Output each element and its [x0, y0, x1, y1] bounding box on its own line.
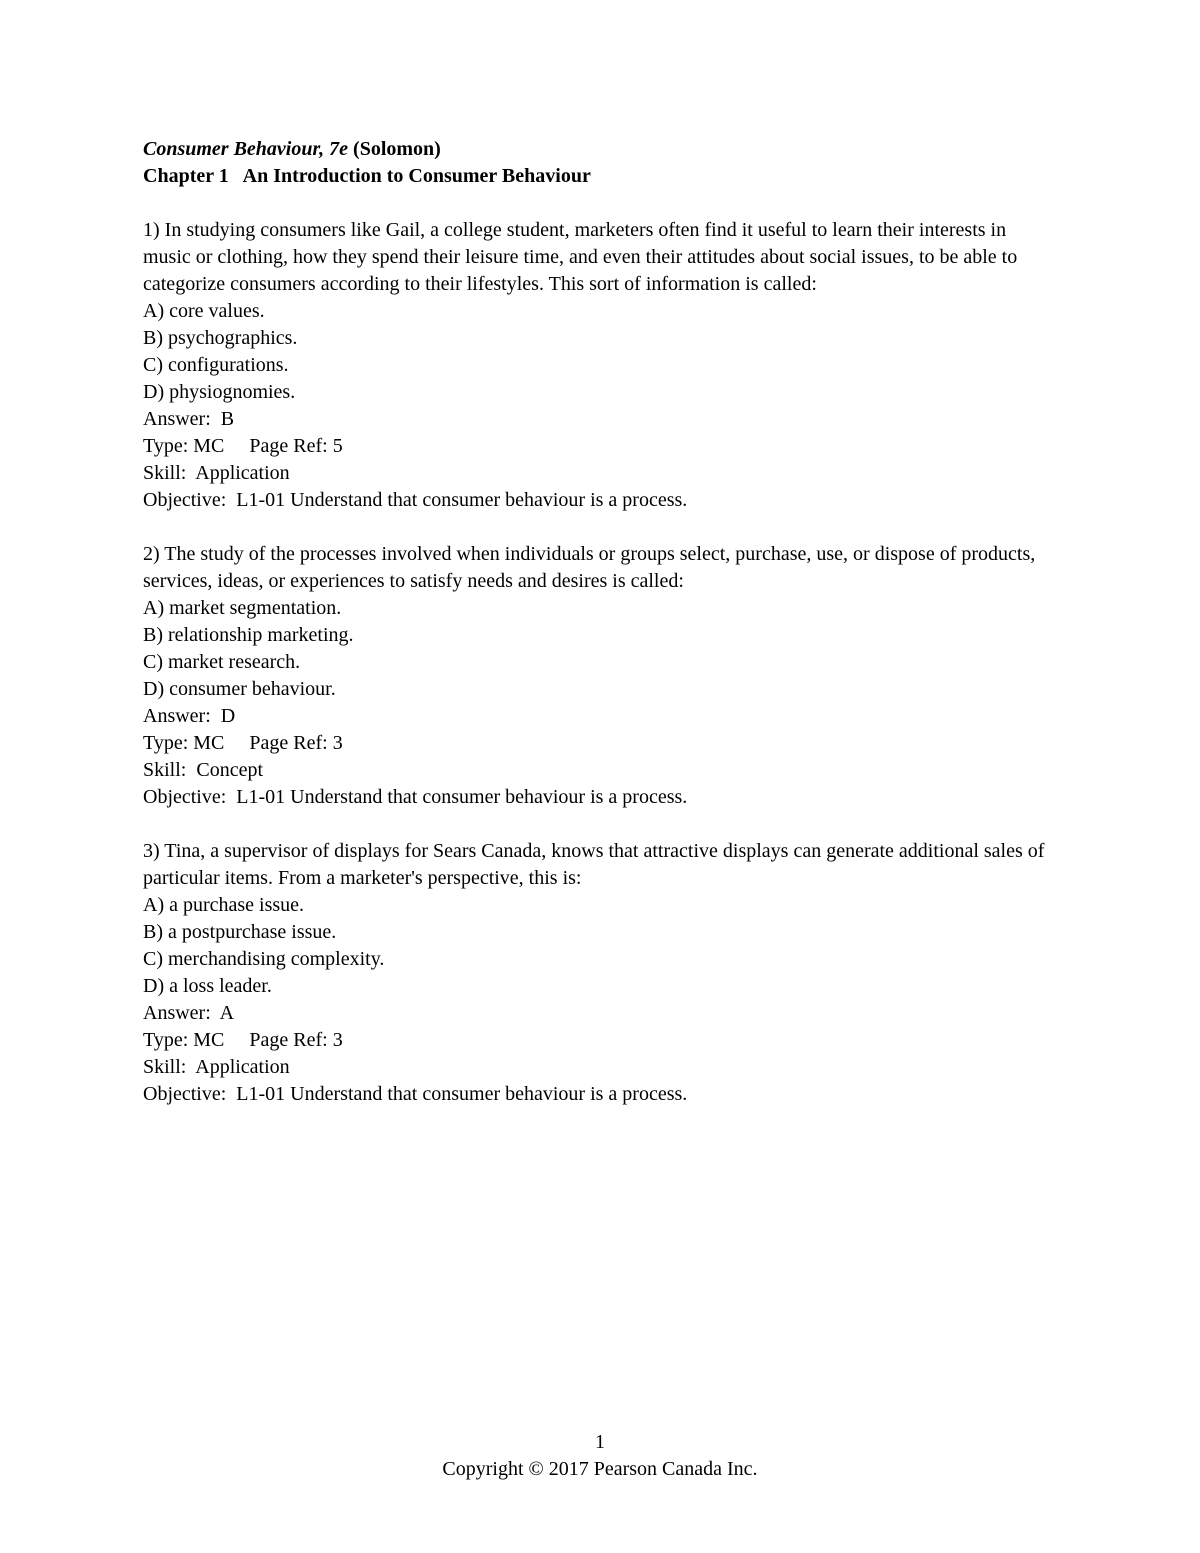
answer-option: A) core values.	[143, 300, 265, 322]
objective-line: Objective: L1-01 Understand that consumer behaviour is a process.	[143, 1083, 688, 1105]
answer-option: D) consumer behaviour.	[143, 678, 336, 700]
page-footer	[0, 1429, 1200, 1483]
book-title: Consumer Behaviour, 7e	[143, 138, 349, 160]
answer-option: D) physiognomies.	[143, 381, 296, 403]
answer-line: Answer: D	[143, 705, 236, 727]
skill-line: Skill: Application	[143, 1056, 290, 1078]
book-title-line	[143, 136, 1057, 163]
answer-option: D) a loss leader.	[143, 975, 272, 997]
answer-option: B) relationship marketing.	[143, 624, 354, 646]
objective-line: Objective: L1-01 Understand that consumer behaviour is a process.	[143, 786, 688, 808]
answer-option: C) merchandising complexity.	[143, 948, 385, 970]
question-stem: 3) Tina, a supervisor of displays for Sears Canada, knows that attractive displays can generate additional sales of particular items. From a marketer's perspective, this is:	[143, 840, 1045, 889]
objective-line: Objective: L1-01 Understand that consumer behaviour is a process.	[143, 489, 688, 511]
answer-option: C) configurations.	[143, 354, 289, 376]
answer-line: Answer: B	[143, 408, 235, 430]
book-author: (Solomon)	[348, 138, 441, 160]
copyright-notice: Copyright © 2017 Pearson Canada Inc.	[442, 1458, 758, 1480]
question-block	[143, 541, 1057, 811]
question-stem: 1) In studying consumers like Gail, a college student, marketers often find it useful to learn their interests in music or clothing, how they spend their leisure time, and even their attitudes about social issues, to be able to categorize consumers according to their lifestyles. This sort of information is called:	[143, 219, 1018, 295]
skill-line: Skill: Application	[143, 462, 290, 484]
question-stem: 2) The study of the processes involved when individuals or groups select, purchase, use, or dispose of products, services, ideas, or experiences to satisfy needs and desires is called:	[143, 543, 1036, 592]
type-pageref-line: Type: MC Page Ref: 3	[143, 1029, 343, 1051]
answer-line: Answer: A	[143, 1002, 235, 1024]
answer-option: B) psychographics.	[143, 327, 298, 349]
page-number: 1	[595, 1431, 605, 1453]
answer-option: A) a purchase issue.	[143, 894, 305, 916]
skill-line: Skill: Concept	[143, 759, 263, 781]
answer-option: A) market segmentation.	[143, 597, 342, 619]
answer-option: C) market research.	[143, 651, 301, 673]
answer-option: B) a postpurchase issue.	[143, 921, 337, 943]
question-block	[143, 838, 1057, 1108]
chapter-heading: Chapter 1 An Introduction to Consumer Behaviour	[143, 165, 591, 187]
type-pageref-line: Type: MC Page Ref: 3	[143, 732, 343, 754]
question-block	[143, 217, 1057, 514]
type-pageref-line: Type: MC Page Ref: 5	[143, 435, 343, 457]
